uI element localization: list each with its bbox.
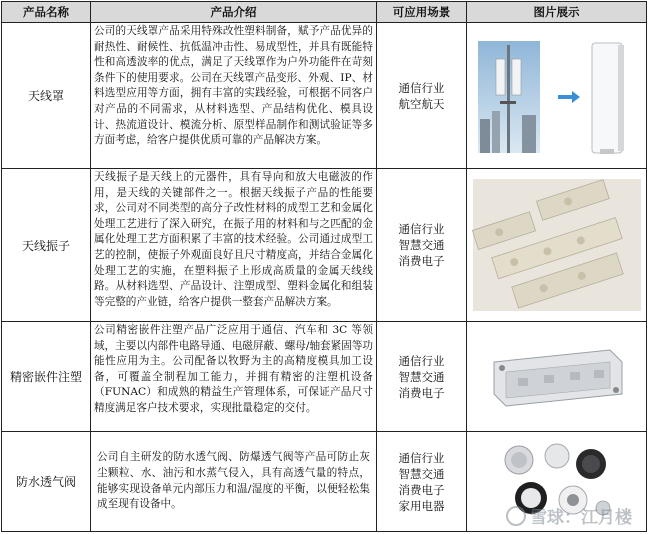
table-row <box>2 322 647 432</box>
product-image-cell <box>467 23 647 169</box>
watermark <box>506 503 632 528</box>
product-name: 防水透气阀 <box>2 432 91 532</box>
radome-image <box>472 31 642 161</box>
scenario-item: 智慧交通 <box>398 369 445 384</box>
product-description: 公司自主研发的防水透气阀、防爆透气阀等产品可防止灰尘颗粒、水、油污和水蒸气侵入，具有高透气量的特点，能够实现设备单元内部压力和温/湿度的平衡，以便轻松集成至现有设备中。 <box>91 432 377 532</box>
scenario-item: 消费电子 <box>398 482 445 497</box>
table-header-row <box>2 2 647 23</box>
header-product-name: 产品名称 <box>2 2 91 23</box>
snowball-logo-icon <box>506 506 526 526</box>
scenario-item: 消费电子 <box>398 385 445 400</box>
product-name: 精密嵌件注塑 <box>2 322 91 432</box>
header-image: 图片展示 <box>467 2 647 23</box>
product-image-cell <box>467 322 647 432</box>
scenario-item: 家用电器 <box>398 498 445 513</box>
insert-molding-image <box>482 332 632 422</box>
scenario-item: 通信行业 <box>398 222 445 236</box>
product-name: 天线罩 <box>2 23 91 169</box>
scenario-item: 智慧交通 <box>398 238 445 252</box>
scenario-item: 通信行业 <box>398 450 445 465</box>
product-table <box>1 1 647 532</box>
scenario-item: 消费电子 <box>398 254 445 268</box>
scenario-item: 通信行业 <box>398 353 445 368</box>
header-application: 可应用场景 <box>377 2 467 23</box>
scenario-item: 智慧交通 <box>398 466 445 481</box>
header-product-intro: 产品介绍 <box>91 2 377 23</box>
table-row <box>2 169 647 322</box>
product-scenarios <box>377 322 467 432</box>
product-image-cell <box>467 169 647 322</box>
antenna-element-image <box>471 175 643 315</box>
table-row <box>2 23 647 169</box>
product-name: 天线振子 <box>2 169 91 322</box>
product-description: 公司精密嵌件注塑产品广泛应用于通信、汽车和 3C 等领域，主要以内部件电路导通、电磁屏蔽、螺母/轴套紧固等功能性应用为主。公司配备以牧野为主的高精度模具加工设备，可覆盖全制程加工能力，并拥有精密的注塑机设备（FUNAC）和成熟的精益生产管理体系，可保证产品尺寸精度满足客户技术要求，实现批量稳定的交付。 <box>91 322 377 432</box>
product-scenarios <box>377 169 467 322</box>
scenario-item: 通信行业 <box>398 80 445 95</box>
watermark-text: 雪球：江月楼 <box>530 508 632 528</box>
product-scenarios <box>377 23 467 169</box>
product-description: 天线振子是天线上的元器件，具有导向和放大电磁波的作用，是天线的关键部件之一。根据天线振子产品的性能要求，公司对不同类型的高分子改性材料的成型工艺和金属化处理工艺进行了深入研究，在振子用的材料和与之匹配的金属化处理工艺方面积累了丰富的技术经验。公司通过成型工艺的控制，使振子外观面良好且尺寸精度高，并结合金属化处理工艺的实施，在塑料振子上形成高质量的金属天线线路。从材料选型、产品设计、注塑成型、塑料金属化和组装等完整的产业链，给客户提供一整套产品解决方案。 <box>91 169 377 322</box>
scenario-item: 航空航天 <box>398 96 445 111</box>
product-scenarios <box>377 432 467 532</box>
product-description: 公司的天线罩产品采用特殊改性塑料制备，赋予产品优异的耐热性、耐候性、抗低温冲击性、易成型性，并具有既能特性和高透波率的优点，满足了天线罩作为户外功能件在苛刻条件下的使用要求。公司在天线罩产品变形、外观、IP、材料选型应用等方面，拥有丰富的实践经验，可根据不同客户对产品的不同需求，从材料选型、产品结构优化、模具设计、热流道设计、模流分析、原型样品制作和测试验证等多方面考虑，给客户提供优质可靠的产品解决方案。 <box>91 23 377 169</box>
